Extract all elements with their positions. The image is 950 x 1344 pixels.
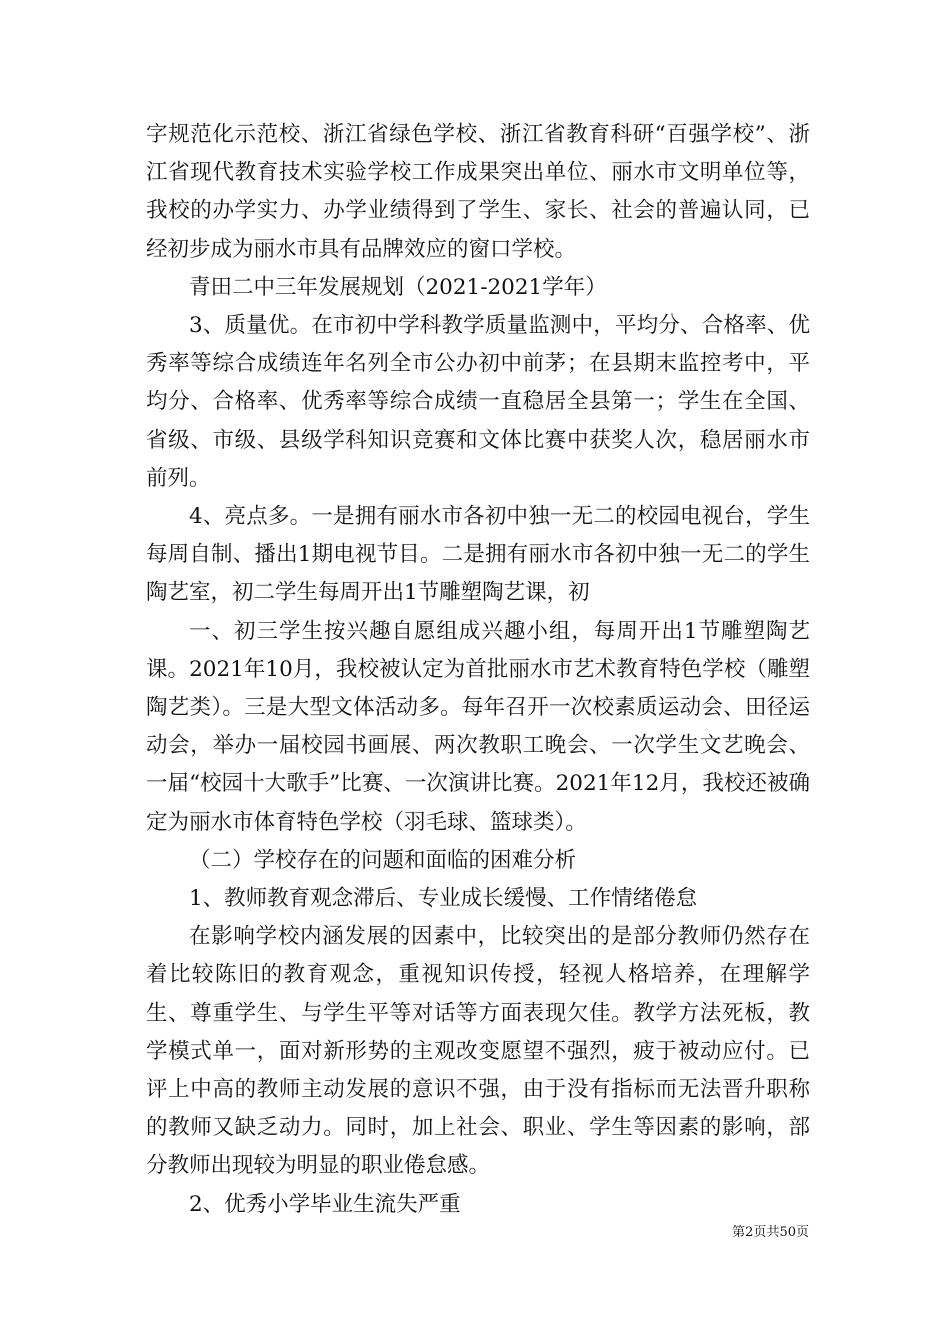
subheading-student-loss: 2、优秀小学毕业生流失严重	[189, 1191, 461, 1217]
section-heading-problems: （二）学校存在的问题和面临的困难分析	[189, 847, 577, 873]
document-body	[146, 116, 810, 1224]
plan-title-line: 青田二中三年发展规划（2021-2021学年）	[189, 274, 607, 300]
paragraph-highlights-continued: 一、初三学生按兴趣自愿组成兴趣小组，每周开出1节雕塑陶艺课。2021年10月，我校被认定为首批丽水市艺术教育特色学校（雕塑陶艺类）。三是大型文体活动多。每年召开一次校素质运动会、田径运动会，举办一届校园书画展、两次教职工晚会、一次学生文艺晚会、一届“校园十大歌手”比赛、一次演讲比赛。2021年12月，我校还被确定为丽水市体育特色学校（羽毛球、篮球类）。	[146, 618, 810, 835]
paragraph-quality: 3、质量优。在市初中学科教学质量监测中，平均分、合格率、优秀率等综合成绩连年名列全市公办初中前茅；在县期末监控考中，平均分、合格率、优秀率等综合成绩一直稳居全县第一；学生在全国、省级、市级、县级学科知识竞赛和文体比赛中获奖人次，稳居丽水市前列。	[146, 313, 810, 491]
paragraph-teacher-issues: 在影响学校内涵发展的因素中，比较突出的是部分教师仍然存在着比较陈旧的教育观念，重视知识传授，轻视人格培养，在理解学生、尊重学生、与学生平等对话等方面表现欠佳。教学方法死板，教学模式单一，面对新形势的主观改变愿望不强烈，疲于被动应付。已评上中高的教师主动发展的意识不强，由于没有指标而无法晋升职称的教师又缺乏动力。同时，加上社会、职业、学生等因素的影响，部分教师出现较为明显的职业倦怠感。	[146, 924, 810, 1179]
page-number-footer: 第2页共50页	[732, 1225, 809, 1240]
paragraph-highlights: 4、亮点多。一是拥有丽水市各初中独一无二的校园电视台，学生每周自制、播出1期电视节目。二是拥有丽水市各初中独一无二的学生陶艺室，初二学生每周开出1节雕塑陶艺课，初	[146, 504, 810, 606]
subheading-teacher-issues: 1、教师教育观念滞后、专业成长缓慢、工作情绪倦怠	[189, 886, 698, 912]
paragraph-intro-continuation: 字规范化示范校、浙江省绿色学校、浙江省教育科研“百强学校”、浙江省现代教育技术实验学校工作成果突出单位、丽水市文明单位等，我校的办学实力、办学业绩得到了学生、家长、社会的普遍认同，已经初步成为丽水市具有品牌效应的窗口学校。	[146, 122, 810, 262]
